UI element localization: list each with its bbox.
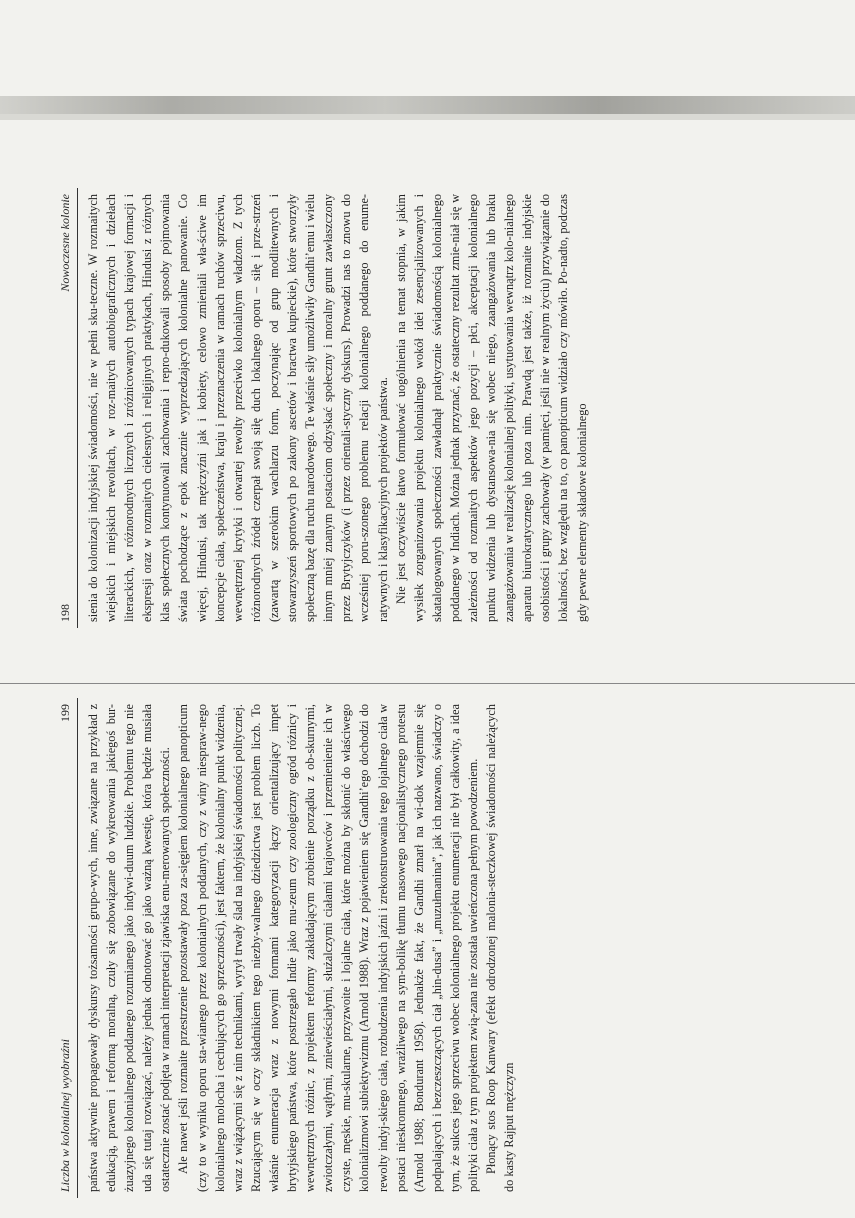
left-page-number: 198: [58, 604, 72, 622]
right-paragraph-2: Ale nawet jeśli rozmaite przestrzenie pozostawały poza za-sięgiem kolonialnego panopticum (czy to w wyniku oporu sta-wianego przez kolonialnych poddanych, czy z winy niespraw-nego kolonialnego molocha i cechujących go sprzeczności), jest faktem, że kolonialny punkt widzenia, wraz z wiążącymi się z nim technikami, wyrył trwały ślad na indyjskiej świadomości politycznej. Rzucającym się w oczy składnikiem tego niezby-walnego dziedzictwa jest problem liczb. To właśnie enumeracja wraz z nowymi formami kategoryzacji łączy orientalizujący impet brytyjskiego państwa, które postrzegało Indie jako mu-zeum czy zoologiczny ogród różnicy i wewnętrznych różnic, z projektem reformy zakładającym zrobienie porządku z ob-skurnymi, zwiotczałymi, wątłymi, zniewieściałymi, służalczymi ciałami krajowców i przemienienie ich w czyste, męskie, mu-skularne, przyzwoite i lojalne ciała, które można by skłonić do właściwego kolonializmowi subiektywizmu (Arnold 1988). Wraz z pojawieniem się Gandhi’ego dochodzi do rewolty indyj-skiego ciała, rozbudzenia indyjskich jaźni i zrekonstruowania tego lojalnego ciała w postaci nieskromnego, wrażliwego na sym-bolikę tłumu masowego nacjonalistycznego protestu (Arnold 1988; Bondurant 1958). Jednakże fakt, że Gandhi zmarł na wi-dok wzajemnie się podpalających i bezczeszczących ciał „hin-dusa” i „muzułmanina”, jak ich nazwano, świadczy o tym, że sukces jego sprzeciwu wobec kolonialnego projektu enumeracji nie był całkowity, a idea polityki ciała z tym projektem zwią-zana nie została uwieńczona pełnym powodzeniem.: [176, 704, 480, 1192]
scan-shadow-edge: [0, 114, 855, 120]
right-paragraph-1: państwa aktywnie propagowały dyskursy tożsamości grupo-wych, inne, związane na przykład z edukacją, prawem i reformą moralną, czuły się zobowiązane do wykreowania jakiegoś bur-żuazyjnego kolonialnego poddanego rozumianego jako indywi-duum ludzkie. Problemu tego nie uda się tutaj rozwiązać, należy jednak odnotować go jako ważną kwestię, która będzie musiała ostatecznie zostać podjęta w ramach interpretacji zjawiska enu-merowanych społeczności.: [86, 704, 173, 1192]
page-fold-line: [0, 683, 855, 684]
right-page-body: [78, 698, 518, 1198]
right-page-header: [58, 698, 78, 1198]
right-running-head: Liczba w kolonialnej wyobraźni: [58, 1039, 72, 1192]
right-page-rotated-content: [58, 698, 798, 1198]
left-page: [0, 178, 855, 678]
left-page-body: [78, 188, 591, 628]
left-page-rotated-content: [58, 188, 798, 628]
left-page-header: [58, 188, 78, 628]
left-paragraph-1: sienia do kolonizacji indyjskiej świadomości, nie w pełni sku-teczne. W rozmaitych wiejskich i miejskich rewoltach, w roz-maitych autobiograficznych i dziełach literackich, w różnorodnych licznych i zróżnicowanych typach krajowej formacji i ekspresji oraz w rozmaitych cielesnych i religijnych praktykach, Hindusi z różnych klas społecznych kontynuowali zachowania i repro-dukowali sposoby pojmowania świata pochodzące z epok znacznie wyprzedzających kolonialne panowanie. Co więcej, Hindusi, tak mężczyźni jak i kobiety, celowo zmieniali wła-ściwe im koncepcje ciała, społeczeństwa, kraju i przeznaczenia w ramach ruchów sprzeciwu, wewnętrznej krytyki i otwartej rewolty przeciwko kolonialnym władzom. Z tych różnorodnych źródeł czerpał swoją siłę duch lokalnego oporu – siłę i prze-strzeń (zawartą w szerokim wachlarzu form, poczynając od grup modlitewnych i stowarzyszeń sportowych po zakony ascetów i bractwa kupieckie), które stworzyły społeczną bazę dla ruchu narodowego. Te właśnie siły umożliwiły Gandhi’emu i wielu innym mniej znanym postaciom odzyskać społeczny i moralny grunt zawłaszczony przez Brytyjczyków (i przez orientali-styczny dyskurs). Prowadzi nas to znowu do wcześniej poru-szonego problemu relacji kolonialnego poddanego do enume-ratywnych i klasyfikacyjnych projektów państwa.: [86, 194, 390, 622]
left-paragraph-2: Nie jest oczywiście łatwo formułować uogólnienia na temat stopnia, w jakim wysiłek zorganizowania projektu kolonialnego wokół idei zesencjalizowanych i skatalogowanych społeczności zawładnął praktycznie świadomością kolonialnego poddanego w Indiach. Można jednak przyznać, że ostateczny rezultat zmie-niał się w zależności od rozmaitych aspektów jego pozycji – płci, akceptacji kolonialnego punktu widzenia lub dystansowa-nia się wobec niego, zaangażowania lub braku zaangażowania w realizację kolonialnej polityki, usytuowania wewnątrz kolo-nialnego aparatu biurokratycznego lub poza nim. Prawdą jest także, iż rozmaite indyjskie osobistości i grupy zachowały (w pamięci, jeśli nie w realnym życiu) przywiązanie do lokalności, bez względu na to, co panopticum widziało czy mówiło. Po-nadto, podczas gdy pewne elementy składowe kolonialnego: [393, 194, 589, 622]
right-page: [0, 688, 855, 1208]
right-paragraph-3: Płonący stos Roop Kanwary (efekt odrodzonej malonia-steczkowej świadomości należących do kasty Rajput mężczyzn: [484, 704, 517, 1192]
left-running-head: Nowoczesne kolonie: [58, 194, 72, 292]
right-page-number: 199: [58, 704, 72, 722]
